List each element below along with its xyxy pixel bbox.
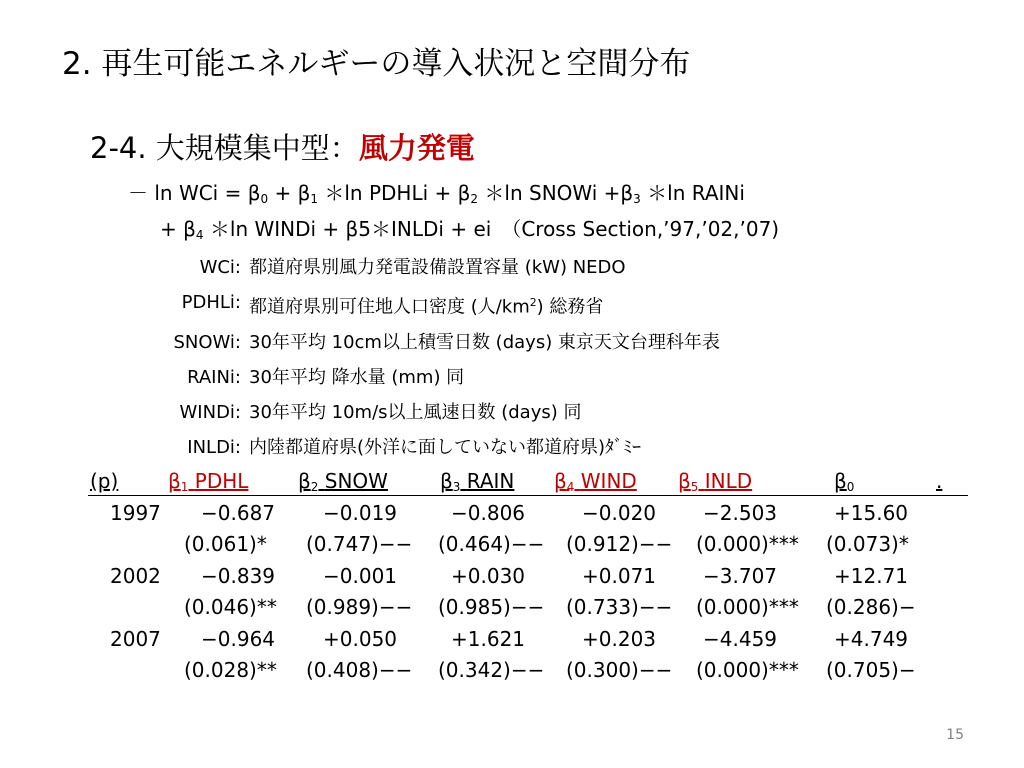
- header-end: .: [936, 469, 943, 493]
- coef-value: −3.707: [703, 563, 778, 588]
- beta-sub: 1: [180, 480, 189, 494]
- definition-text: 内陸都道府県(外洋に面していない都道府県)ﾀﾞﾐｰ: [249, 437, 642, 459]
- coef-value: +12.71: [834, 563, 909, 588]
- coef-value: −0.964: [201, 626, 276, 651]
- row-year: 2002: [110, 563, 161, 588]
- p-value: (0.705)−: [826, 658, 916, 682]
- p-value: (0.733)−−: [566, 595, 673, 619]
- definition-row: [150, 430, 720, 465]
- beta-symbol: β: [554, 469, 567, 493]
- coef-value: −0.806: [451, 500, 526, 525]
- beta-sub: 3: [452, 480, 461, 494]
- definition-name: INLDi:: [187, 437, 241, 459]
- regression-table: [88, 469, 968, 690]
- table-row-pvalues: [88, 595, 968, 627]
- page-number: 15: [946, 727, 964, 743]
- coef-value: +0.203: [582, 626, 657, 651]
- eq-part: ＊ln RAINi: [647, 181, 745, 205]
- coef-value: −0.020: [582, 500, 657, 525]
- p-value: (0.073)*: [826, 532, 909, 556]
- coef-value: −0.687: [201, 500, 276, 525]
- coef-value: +0.030: [451, 563, 526, 588]
- definition-text: 30年平均 降水量 (mm) 同: [249, 367, 465, 389]
- eq-part: ＊ln WINDi + β5＊INLDi + ei （Cross Section,’97,’02,’07): [209, 217, 780, 241]
- beta-symbol: β: [440, 469, 453, 493]
- beta-symbol: β: [678, 469, 691, 493]
- eq-part: － ln WCi = β: [128, 181, 261, 205]
- header-beta-2: [298, 469, 388, 494]
- table-row: [88, 501, 968, 533]
- row-year: 1997: [110, 500, 161, 525]
- p-value: (0.342)−−: [438, 658, 545, 682]
- equation-line-2: [160, 213, 779, 242]
- beta-symbol: β: [298, 469, 311, 493]
- section-heading-highlight: 風力発電: [358, 131, 475, 165]
- beta-sub: 4: [566, 480, 575, 494]
- table-header-row: [88, 469, 968, 501]
- eq-sub: 1: [310, 192, 319, 206]
- definition-name: SNOWi:: [173, 331, 241, 353]
- table-row: [88, 627, 968, 659]
- coef-value: +1.621: [451, 626, 526, 651]
- eq-sub: 4: [195, 228, 204, 242]
- definition-row: [150, 325, 720, 360]
- p-value: (0.747)−−: [306, 532, 413, 556]
- definition-text-part: 都道府県別可住地人口密度 (人/km: [249, 296, 530, 318]
- coef-value: −0.001: [323, 563, 398, 588]
- p-value: (0.464)−−: [438, 532, 545, 556]
- definition-row: [150, 285, 720, 325]
- p-value: (0.000)***: [696, 595, 799, 619]
- coef-value: −2.503: [703, 500, 778, 525]
- p-value: (0.912)−−: [566, 532, 673, 556]
- header-underline: [88, 495, 968, 496]
- header-beta-1: [168, 469, 248, 494]
- p-value: (0.408)−−: [306, 658, 413, 682]
- table-row-pvalues: [88, 658, 968, 690]
- definition-row: [150, 395, 720, 430]
- row-year: 2007: [110, 626, 161, 651]
- eq-sub: 0: [260, 192, 269, 206]
- variable-definitions: [150, 250, 720, 466]
- p-value: (0.000)***: [696, 658, 799, 682]
- header-beta-5: [678, 469, 752, 494]
- p-value: (0.985)−−: [438, 595, 545, 619]
- equation-line-1: [128, 177, 745, 206]
- beta-name: SNOW: [324, 469, 388, 493]
- coef-value: −0.019: [323, 500, 398, 525]
- header-beta-0: [834, 469, 854, 494]
- beta-name: RAIN: [466, 469, 515, 493]
- p-value: (0.028)**: [184, 658, 277, 682]
- p-value: (0.000)***: [696, 532, 799, 556]
- eq-sub: 3: [633, 192, 641, 206]
- header-label: (p): [90, 469, 119, 493]
- definition-name: WCi:: [199, 257, 241, 278]
- table-row-pvalues: [88, 532, 968, 564]
- table-row: [88, 564, 968, 596]
- definition-name: RAINi:: [187, 367, 241, 389]
- coef-value: −0.839: [201, 563, 276, 588]
- header-beta-3: [440, 469, 514, 494]
- beta-sub: 5: [690, 480, 699, 494]
- eq-part: ＊ln PDHLi + β: [324, 181, 471, 205]
- section-heading-prefix: 2-4. 大規模集中型：: [90, 131, 359, 165]
- eq-part: + β: [274, 181, 311, 205]
- definition-name: PDHLi:: [181, 292, 241, 314]
- definition-text: [249, 285, 603, 325]
- definition-row: [150, 360, 720, 395]
- beta-name: PDHL: [194, 469, 249, 493]
- p-value: (0.046)**: [184, 595, 277, 619]
- beta-symbol: β: [168, 469, 181, 493]
- beta-name: WIND: [580, 469, 637, 493]
- coef-value: −4.459: [703, 626, 778, 651]
- coef-value: +4.749: [834, 626, 909, 651]
- coef-value: +0.050: [323, 626, 398, 651]
- header-beta-4: [554, 469, 637, 494]
- definition-text: 30年平均 10m/s以上風速日数 (days) 同: [249, 402, 582, 424]
- definition-sup: 2: [529, 296, 537, 310]
- eq-sub: 2: [470, 192, 479, 206]
- beta-sub: 0: [846, 480, 855, 494]
- p-value: (0.286)−: [826, 595, 916, 619]
- eq-part: ＊ln SNOWi +β: [484, 181, 634, 205]
- eq-part: + β: [160, 217, 196, 241]
- definition-text: 30年平均 10cm以上積雪日数 (days) 東京天文台理科年表: [249, 331, 720, 353]
- coef-value: +0.071: [582, 563, 657, 588]
- definition-text: 都道府県別風力発電設備設置容量 (kW) NEDO: [249, 257, 626, 278]
- p-value: (0.989)−−: [306, 595, 413, 619]
- p-value: (0.300)−−: [566, 658, 673, 682]
- slide-title: 2. 再生可能エネルギーの導入状況と空間分布: [62, 46, 691, 82]
- section-heading: [90, 126, 475, 167]
- beta-sub: 2: [310, 480, 319, 494]
- coef-value: +15.60: [834, 500, 909, 525]
- definition-name: WINDi:: [179, 402, 241, 424]
- definition-text-part: ) 総務省: [536, 296, 604, 318]
- p-value: (0.061)*: [184, 532, 267, 556]
- definition-row: [150, 250, 720, 285]
- beta-symbol: β: [834, 469, 847, 493]
- beta-name: INLD: [704, 469, 753, 493]
